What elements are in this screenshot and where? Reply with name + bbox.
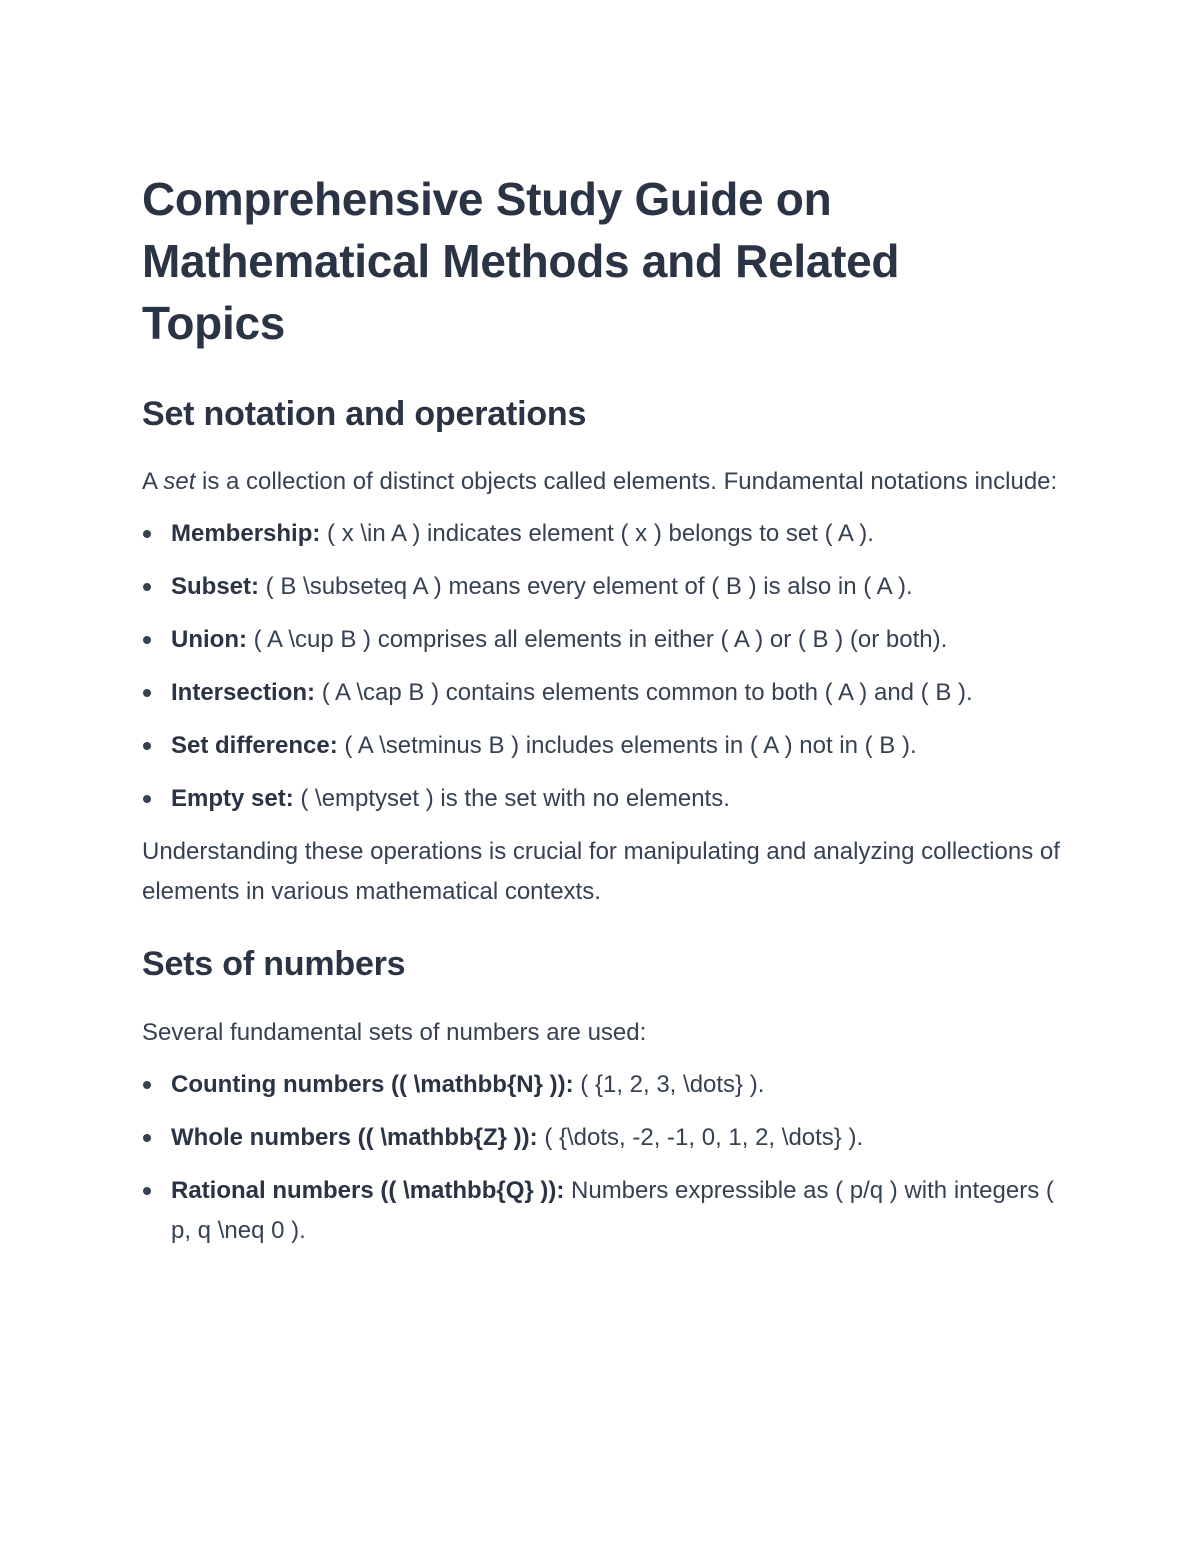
- term-description: ( {\dots, -2, -1, 0, 1, 2, \dots} ).: [537, 1124, 864, 1151]
- bullet-dot-icon: [143, 795, 151, 803]
- list-item-union: [142, 620, 1060, 660]
- term-label: Set difference:: [171, 732, 338, 759]
- term-label: Rational numbers (( \mathbb{Q} )):: [171, 1177, 565, 1204]
- section-intro-paragraph: Several fundamental sets of numbers are used:: [142, 1019, 647, 1046]
- list-item-subset: [142, 567, 1060, 607]
- number-sets-list: [142, 1065, 1060, 1251]
- set-operations-list: [142, 514, 1060, 819]
- intro-prefix: A: [142, 468, 164, 495]
- term-description: ( B \subseteq A ) means every element of ( B ) is also in ( A ).: [259, 573, 913, 600]
- section-heading-sets-of-numbers: Sets of numbers: [142, 945, 406, 983]
- bullet-dot-icon: [143, 1187, 151, 1195]
- bullet-dot-icon: [143, 530, 151, 538]
- section-heading-set-notation: Set notation and operations: [142, 395, 587, 433]
- term-description: ( \emptyset ) is the set with no elements.: [293, 785, 730, 812]
- term-label: Whole numbers (( \mathbb{Z} )):: [171, 1124, 538, 1151]
- term-description: Numbers expressible as ( p/q ) with integers ( p, q \neq 0 ).: [171, 1177, 1054, 1244]
- list-item-intersection: [142, 673, 1060, 713]
- intro-emphasis-set: set: [163, 468, 196, 495]
- bullet-dot-icon: [143, 1134, 151, 1142]
- term-description: ( A \setminus B ) includes elements in ( A ) not in ( B ).: [337, 732, 917, 759]
- bullet-dot-icon: [143, 1081, 151, 1089]
- term-description: ( A \cup B ) comprises all elements in either ( A ) or ( B ) (or both).: [246, 626, 948, 653]
- bullet-dot-icon: [143, 583, 151, 591]
- term-label: Subset:: [171, 573, 260, 600]
- term-label: Counting numbers (( \mathbb{N} )):: [171, 1071, 574, 1098]
- intro-suffix: is a collection of distinct objects called elements. Fundamental notations include:: [195, 468, 1058, 495]
- list-item-empty-set: [142, 779, 1060, 819]
- section-intro-paragraph: [142, 462, 1060, 502]
- term-description: ( A \cap B ) contains elements common to both ( A ) and ( B ).: [315, 679, 973, 706]
- list-item-counting-numbers: [142, 1065, 1060, 1105]
- term-label: Membership:: [171, 520, 321, 547]
- list-item-set-difference: [142, 726, 1060, 766]
- term-label: Empty set:: [171, 785, 294, 812]
- bullet-dot-icon: [143, 636, 151, 644]
- bullet-dot-icon: [143, 742, 151, 750]
- term-description: ( x \in A ) indicates element ( x ) belongs to set ( A ).: [320, 520, 874, 547]
- term-label: Union:: [171, 626, 247, 653]
- term-description: ( {1, 2, 3, \dots} ).: [573, 1071, 765, 1098]
- bullet-dot-icon: [143, 689, 151, 697]
- section-outro-paragraph: Understanding these operations is crucial for manipulating and analyzing collections of elements in various mathematical contexts.: [142, 838, 1060, 905]
- document-title: Comprehensive Study Guide on Mathematical Methods and Related Topics: [142, 173, 900, 349]
- list-item-whole-numbers: [142, 1118, 1060, 1158]
- term-label: Intersection:: [171, 679, 316, 706]
- list-item-rational-numbers: [142, 1171, 1060, 1251]
- list-item-membership: [142, 514, 1060, 554]
